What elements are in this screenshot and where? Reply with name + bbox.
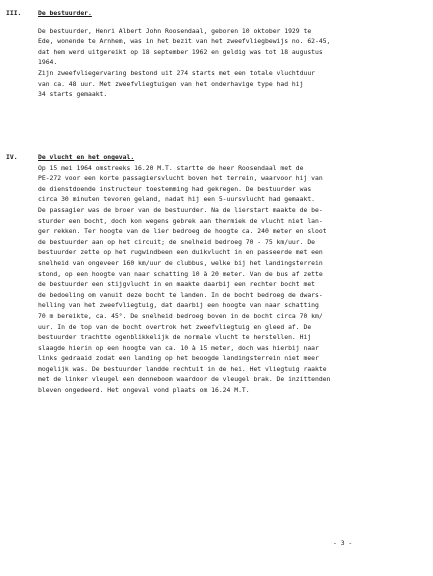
paragraph-line: ger rekken. Ter hoogte van de lier bedroeg de hoogte ca. 240 meter en sloot xyxy=(38,227,327,236)
paragraph-line: de bestuurder aan op het circuit; de snelheid bedroeg 70 - 75 km/uur. De xyxy=(38,237,316,246)
section-heading: De bestuurder. xyxy=(38,9,92,17)
paragraph-line: sturder een bocht, doch kon wegens gebrek aan thermiek de vlucht niet lan- xyxy=(38,216,323,225)
paragraph-line: Zijn zweefvliegervaring bestond uit 274 starts met een totale vluchtduur xyxy=(38,68,316,77)
paragraph-line: PE-272 voor een korte passagiersvlucht boven het terrein, waarvoor hij van xyxy=(38,174,323,183)
paragraph-line: stond, op een hoogte van naar schatting 10 à 20 meter. Van de bus af zette xyxy=(38,269,323,278)
paragraph-line: de bedoeling om vanuit deze bocht te landen. In de bocht bedroeg de dwars- xyxy=(38,290,323,299)
paragraph-line: met de linker vleugel een denneboom waardoor de vleugel brak. De inzittenden xyxy=(38,375,331,384)
section-number: III. xyxy=(6,9,22,17)
paragraph-line: dat hem werd uitgereikt op 18 september 1962 en geldig was tot 18 augustus xyxy=(38,47,323,56)
paragraph-line: de bestuurder een stijgvlucht in en maakte daarbij een rechter bocht met xyxy=(38,280,316,289)
paragraph-line: circa 30 minuten tevoren geland, nadat hij een 5-uursvlucht had gemaakt. xyxy=(38,195,316,204)
section-number: IV. xyxy=(6,153,18,161)
paragraph-line: 34 starts gemaakt. xyxy=(38,90,108,99)
section-body xyxy=(38,152,428,396)
section-body xyxy=(38,8,428,100)
paragraph-line: Ede, wonende te Arnhem, was in het bezit van het zweefvliegbewijs no. 62-45, xyxy=(38,37,331,46)
paragraph-line: links gedraaid zodat een landing op het beoogde landingsterrein niet meer xyxy=(38,354,319,363)
paragraph-line: bestuurder zette op het rugwindbeen een duikvlucht in en passeerde met een xyxy=(38,248,323,257)
paragraph-line: de dienstdoende instructeur toestemming had gekregen. De bestuurder was xyxy=(38,184,312,193)
paragraph-line: snelheid van ongeveer 160 km/uur de clubbus, welke bij het landingsterrein xyxy=(38,258,323,267)
paragraph-line: bestuurder trachtte ogenblikkelijk de normale vlucht te herstellen. Hij xyxy=(38,333,312,342)
paragraph-line: bleven ongedeerd. Het ongeval vond plaats om 16.24 M.T. xyxy=(38,386,250,395)
section-heading: De vlucht en het ongeval. xyxy=(38,153,135,161)
paragraph-line: Op 15 mei 1964 omstreeks 16.20 M.T. startte de heer Roosendaal met de xyxy=(38,163,304,172)
paragraph-line: slaagde hierin op een hoogte van ca. 10 à 15 meter, doch was hierbij naar xyxy=(38,343,319,352)
page-number: - 3 - xyxy=(333,539,353,547)
paragraph-line: De bestuurder, Henri Albert John Roosendaal, geboren 10 oktober 1929 te xyxy=(38,26,312,35)
paragraph-line: 70 m bereikte, ca. 45°. De snelheid bedroeg boven in de bocht circa 70 km/ xyxy=(38,311,323,320)
paragraph-line: van ca. 48 uur. Met zweefvliegtuigen van het onderhavige type had hij xyxy=(38,79,304,88)
paragraph-line: uur. In de top van de bocht overtrok het zweefvliegtuig en gleed af. De xyxy=(38,322,312,331)
paragraph-line: De passagier was de broer van de bestuurder. Na de lierstart maakte de be- xyxy=(38,205,323,214)
paragraph-line: mogelijk was. De bestuurder landde rechtuit in de hei. Het vliegtuig raakte xyxy=(38,364,327,373)
paragraph-line: 1964. xyxy=(38,58,58,67)
paragraph-line: helling van het zweefvliegtuig, dat daarbij een hoogte van naar schatting xyxy=(38,301,319,310)
